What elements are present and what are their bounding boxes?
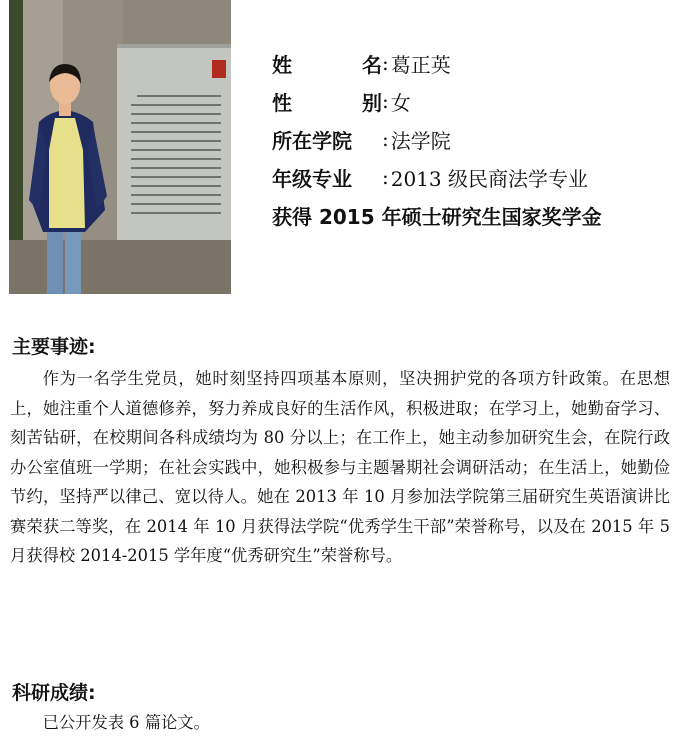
name-key: 姓 名 bbox=[272, 52, 382, 77]
name-row bbox=[272, 44, 602, 82]
student-photo bbox=[9, 0, 231, 294]
name-colon: : bbox=[382, 51, 389, 75]
grade-row bbox=[272, 158, 602, 196]
college-value: 法学院 bbox=[390, 128, 451, 153]
research-title: 科研成绩: bbox=[12, 682, 96, 704]
grade-colon: : bbox=[382, 165, 389, 189]
gender-value: 女 bbox=[390, 90, 411, 115]
gender-colon: : bbox=[382, 89, 389, 113]
college-colon: : bbox=[382, 127, 389, 151]
research-text: 已公开发表 6 篇论文。 bbox=[42, 713, 210, 732]
achievements-text: 作为一名学生党员，她时刻坚持四项基本原则，坚决拥护党的各项方针政策。在思想上，她注重个人道德修养，努力养成良好的生活作风，积极进取；在学习上，她勤奋学习、刻苦钻研，在校期间各科成绩均为 80 分以上；在工作上，她主动参加研究生会，在院行政办公室值班一学期；在社会实践中，她积极参与主题暑期社会调研活动；在生活上，她勤俭节约，坚持严以律己、宽以待人。她在 2013 年 10 月参加法学院第三届研究生英语演讲比赛荣获二等奖，在 2014 年 10 月获得法学院“优秀学生干部”荣誉称号，以及在 2015 年 5 月获得校 2014-2015 学年度“优秀研究生”荣誉称号。 bbox=[10, 369, 670, 565]
achievements-title: 主要事迹: bbox=[12, 336, 96, 358]
college-row bbox=[272, 120, 602, 158]
profile-info bbox=[272, 44, 602, 234]
student-photo-illustration bbox=[9, 0, 231, 294]
grade-value: 2013 级民商法学专业 bbox=[390, 166, 589, 191]
award-line: 获得 2015 年硕士研究生国家奖学金 bbox=[272, 204, 602, 229]
gender-row bbox=[272, 82, 602, 120]
gender-key: 性 别 bbox=[272, 90, 382, 115]
grade-key: 年级专业 bbox=[272, 166, 352, 191]
name-value: 葛正英 bbox=[390, 52, 451, 77]
college-key: 所在学院 bbox=[272, 128, 352, 153]
